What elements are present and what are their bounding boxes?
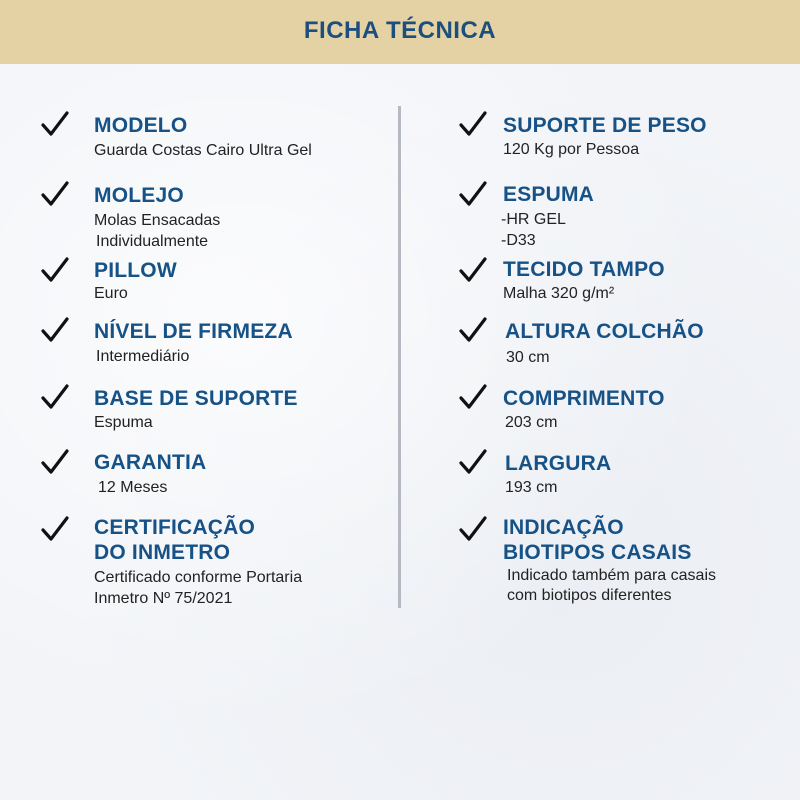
spec-label-suporte-peso: SUPORTE DE PESO [503,114,707,137]
spec-value-tecido-tampo: Malha 320 g/m² [503,285,615,302]
spec-value-indicacao-line2: com biotipos diferentes [507,587,672,604]
spec-label-indicacao-line1: INDICAÇÃO [503,516,624,539]
spec-label-altura-colchao: ALTURA COLCHÃO [505,320,704,343]
spec-label-nivel-firmeza: NÍVEL DE FIRMEZA [94,320,293,343]
spec-label-modelo: MODELO [94,114,188,137]
spec-label-tecido-tampo: TECIDO TAMPO [503,258,665,281]
spec-value-base-suporte: Espuma [94,414,153,431]
spec-value-comprimento: 203 cm [505,414,558,431]
checkmark-icon [458,448,488,478]
column-divider [398,106,401,608]
checkmark-icon [40,256,70,286]
spec-label-garantia: GARANTIA [94,451,207,474]
spec-label-espuma: ESPUMA [503,183,595,206]
spec-label-base-suporte: BASE DE SUPORTE [94,387,298,410]
spec-value-pillow: Euro [94,285,128,302]
checkmark-icon [458,316,488,346]
checkmark-icon [458,515,488,545]
spec-value-molejo-line2: Individualmente [96,233,209,250]
checkmark-icon [40,383,70,413]
spec-label-comprimento: COMPRIMENTO [503,387,665,410]
spec-value-indicacao-line1: Indicado também para casais [507,567,716,584]
spec-label-indicacao-line2: BIOTIPOS CASAIS [503,541,692,564]
page-title: FICHA TÉCNICA [303,17,497,44]
spec-value-garantia: 12 Meses [98,479,168,496]
spec-label-certificacao-line2: DO INMETRO [94,541,231,564]
checkmark-icon [458,110,488,140]
spec-label-pillow: PILLOW [94,259,177,282]
spec-value-molejo-line1: Molas Ensacadas [94,212,221,229]
spec-value-altura-colchao: 30 cm [506,349,550,366]
spec-value-certificacao-line2: Inmetro Nº 75/2021 [94,590,233,607]
checkmark-icon [40,448,70,478]
spec-value-nivel-firmeza: Intermediário [96,348,190,365]
spec-label-certificacao-line1: CERTIFICAÇÃO [94,516,256,539]
checkmark-icon [40,110,70,140]
header-bar [0,0,800,64]
checkmark-icon [40,316,70,346]
spec-value-suporte-peso: 120 Kg por Pessoa [503,141,640,158]
spec-value-certificacao-line1: Certificado conforme Portaria [94,569,303,586]
spec-value-modelo: Guarda Costas Cairo Ultra Gel [94,142,312,159]
checkmark-icon [458,383,488,413]
spec-value-espuma-line2: -D33 [501,232,536,249]
checkmark-icon [40,180,70,210]
checkmark-icon [458,180,488,210]
checkmark-icon [458,256,488,286]
checkmark-icon [40,515,70,545]
spec-label-molejo: MOLEJO [94,184,184,207]
spec-value-espuma-line1: -HR GEL [501,211,566,228]
spec-value-largura: 193 cm [505,479,558,496]
spec-label-largura: LARGURA [505,452,612,475]
